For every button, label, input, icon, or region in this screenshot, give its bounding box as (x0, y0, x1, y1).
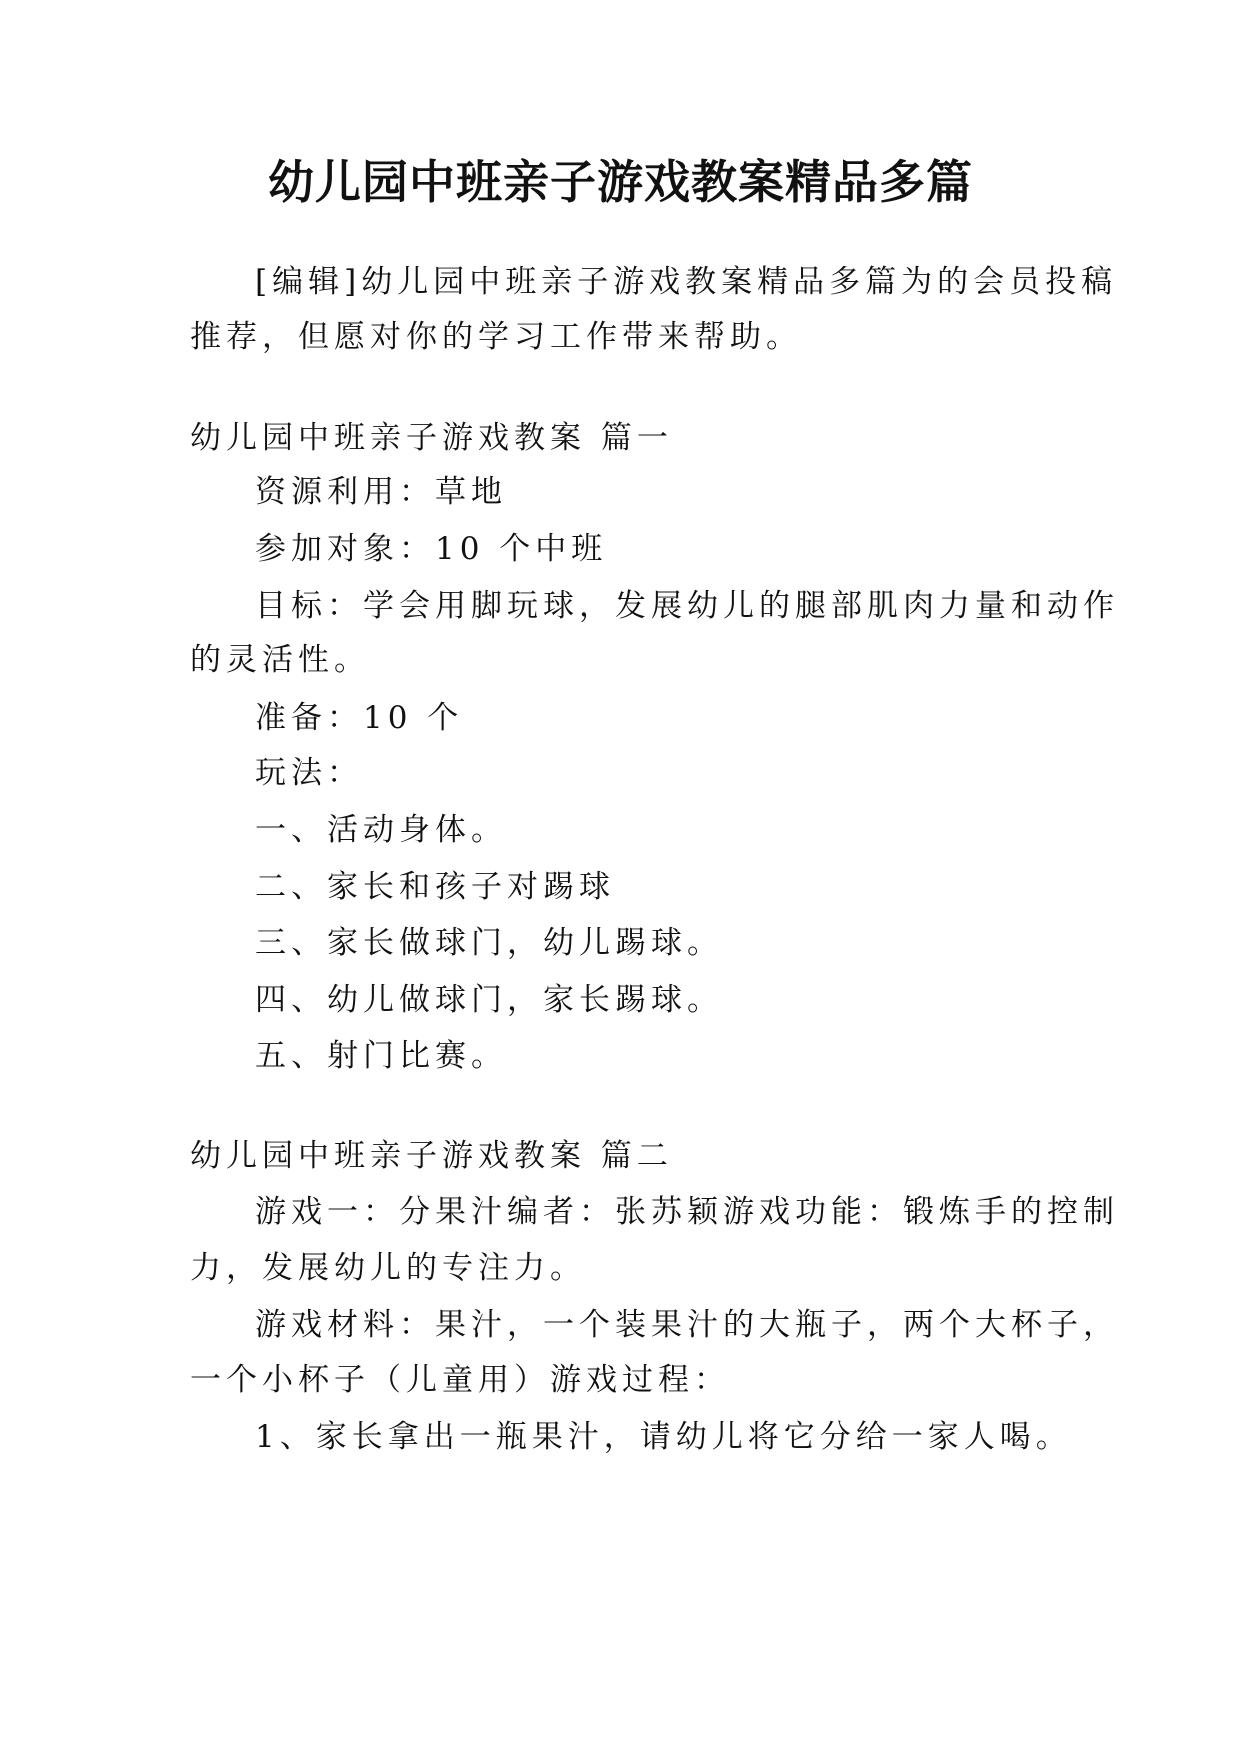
section-1-goal-line-2: 的灵活性。 (190, 642, 370, 678)
document-title: 幼儿园中班亲子游戏教案精品多篇 (268, 155, 973, 209)
section-2-game-line-2: 力，发展幼儿的专注力。 (190, 1250, 586, 1286)
intro-line-1: [编辑]幼儿园中班亲子游戏教案精品多篇为的会员投稿 (255, 264, 1118, 300)
section-2-heading: 幼儿园中班亲子游戏教案 篇二 (190, 1138, 673, 1174)
section-1-method-label: 玩法： (255, 755, 363, 791)
section-2-game-line-1: 游戏一：分果汁编者：张苏颖游戏功能：锻炼手的控制 (255, 1194, 1119, 1230)
section-1-preparation: 准备：10 个 (255, 700, 464, 736)
section-2-materials-line-1: 游戏材料：果汁，一个装果汁的大瓶子，两个大杯子， (255, 1307, 1119, 1343)
section-1-heading: 幼儿园中班亲子游戏教案 篇一 (190, 420, 673, 456)
section-1-step-3: 三、家长做球门，幼儿踢球。 (255, 925, 723, 961)
section-1-resources: 资源利用：草地 (255, 474, 507, 510)
section-2-step-1: 1、家长拿出一瓶果汁，请幼儿将它分给一家人喝。 (255, 1419, 1072, 1455)
section-2-materials-line-2: 一个小杯子（儿童用）游戏过程： (190, 1362, 730, 1398)
section-1-step-4: 四、幼儿做球门，家长踢球。 (255, 982, 723, 1018)
section-1-step-2: 二、家长和孩子对踢球 (255, 869, 615, 905)
section-1-step-5: 五、射门比赛。 (255, 1038, 507, 1074)
intro-line-2: 推荐，但愿对你的学习工作带来帮助。 (190, 319, 802, 355)
section-1-goal-line-1: 目标：学会用脚玩球，发展幼儿的腿部肌肉力量和动作 (255, 588, 1119, 624)
section-1-participants: 参加对象：10 个中班 (255, 531, 608, 567)
section-1-step-1: 一、活动身体。 (255, 812, 507, 848)
